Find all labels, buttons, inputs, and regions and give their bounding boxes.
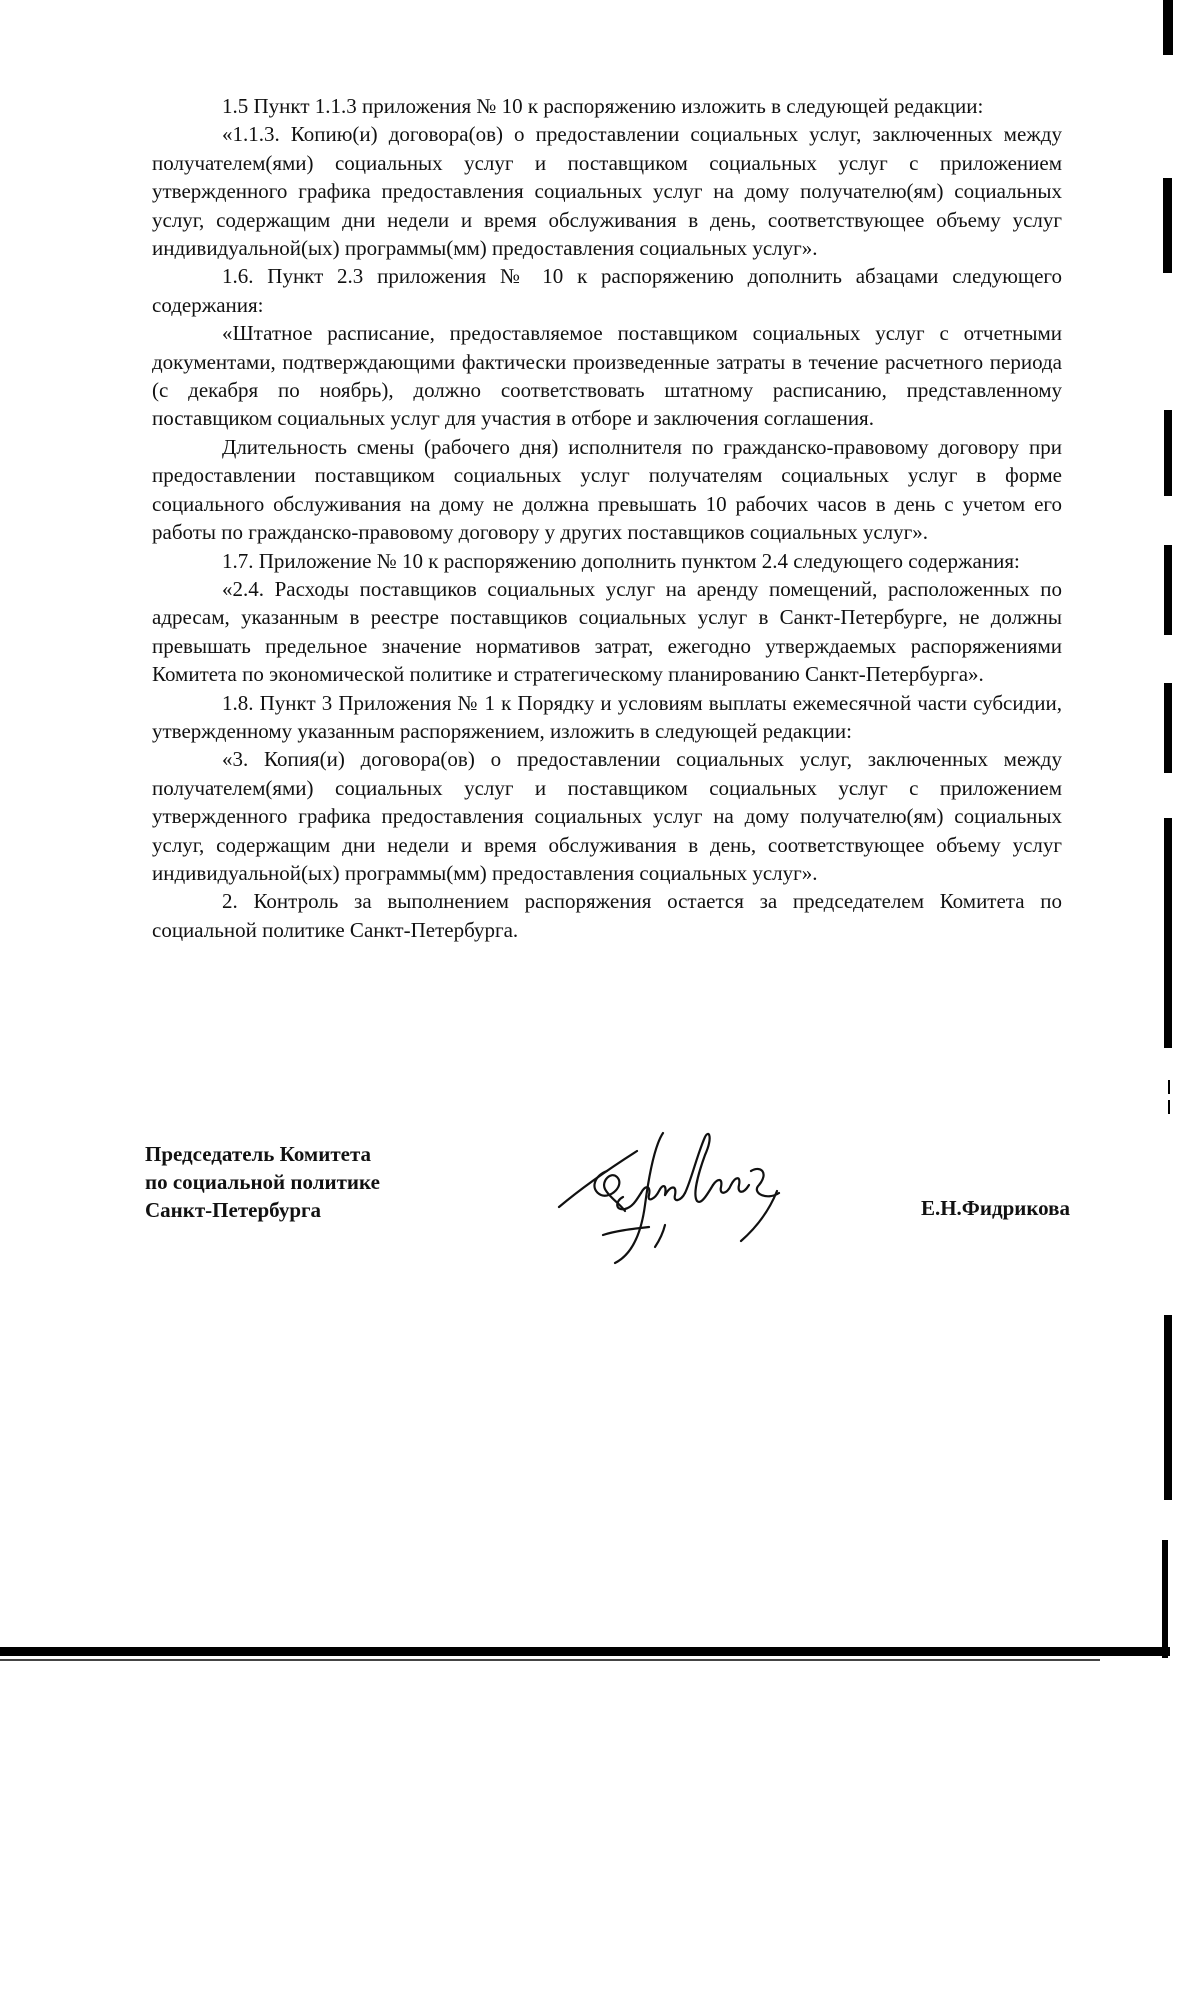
signature-block xyxy=(145,1130,1070,1280)
paragraph-1-5: 1.5 Пункт 1.1.3 приложения № 10 к распоряжению изложить в следующей редакции: xyxy=(222,94,984,118)
scan-edge-mark xyxy=(1168,1100,1170,1114)
paragraph-shift-duration: Длительность смены (рабочего дня) исполнителя по гражданско-правовому договору при предоставлении поставщиком социальных услуг получателям социальных услуг в форме социального обслуживания на дому не должна превышать 10 рабочих часов в день с учетом его работы по гражданско-правовому договору у других поставщиков социальных услуг». xyxy=(152,434,1062,545)
paragraph-2-control: 2. Контроль за выполнением распоряжения остается за председателем Комитета по социальной политике Санкт-Петербурга. xyxy=(152,889,1062,942)
scan-edge-mark xyxy=(1164,545,1172,635)
scan-edge-mark xyxy=(1164,1315,1172,1500)
scan-edge-mark xyxy=(1168,1080,1170,1094)
signatory-title-line: по социальной политике xyxy=(145,1170,380,1194)
signatory-title xyxy=(145,1140,380,1224)
scan-edge-mark xyxy=(1163,0,1173,55)
signatory-name: Е.Н.Фидрикова xyxy=(920,1196,1070,1220)
handwritten-signature xyxy=(545,1115,825,1265)
document-body xyxy=(152,92,1062,944)
paragraph-staff-schedule: «Штатное расписание, предоставляемое поставщиком социальных услуг с отчетными документами, подтверждающими фактически произведенные затраты в течение расчетного периода (с декабря по ноябрь), должно соответствовать штатному расписанию, представленному поставщиком социальных услуг для участия в отборе и заключения соглашения. xyxy=(152,321,1062,431)
paragraph-1-7: 1.7. Приложение № 10 к распоряжению дополнить пунктом 2.4 следующего содержания: xyxy=(222,548,1020,573)
paragraph-1-6: 1.6. Пункт 2.3 приложения № 10 к распоряжению дополнить абзацами следующего содержания: xyxy=(152,264,1062,317)
scan-bottom-rule xyxy=(0,1659,1100,1661)
scan-edge-mark xyxy=(1162,1540,1168,1658)
scan-edge-mark xyxy=(1164,410,1172,496)
paragraph-1-8: 1.8. Пункт 3 Приложения № 1 к Порядку и условиям выплаты ежемесячной части субсидии, утвержденному указанным распоряжением, изложить в следующей редакции: xyxy=(152,690,1062,743)
paragraph-2-4-quote: «2.4. Расходы поставщиков социальных услуг на аренду помещений, расположенных по адресам, указанным в реестре поставщиков социальных услуг в Санкт-Петербурге, не должны превышать предельное значение нормативов затрат, ежегодно утверждаемых распоряжениями Комитета по экономической политике и стратегическому планированию Санкт-Петербурга». xyxy=(152,576,1062,687)
paragraph-3-quote: «3. Копия(и) договора(ов) о предоставлении социальных услуг, заключенных между получателем(ями) социальных услуг и поставщиком социальных услуг с приложением утвержденного графика предоставления социальных услуг на дому получателю(ям) социальных услуг, содержащим дни недели и время обслуживания в день, соответствующее объему услуг индивидуальной(ых) программы(мм) предоставления социальных услуг». xyxy=(152,747,1062,885)
scan-bottom-rule xyxy=(0,1647,1170,1656)
scan-edge-mark xyxy=(1164,818,1172,1048)
signatory-title-line: Председатель Комитета xyxy=(145,1142,372,1166)
scan-edge-mark xyxy=(1164,683,1172,773)
signatory-title-line: Санкт-Петербурга xyxy=(145,1198,322,1222)
scan-edge-mark xyxy=(1163,178,1172,273)
paragraph-1-1-3-quote: «1.1.3. Копию(и) договора(ов) о предоставлении социальных услуг, заключенных между получателем(ями) социальных услуг и поставщиком социальных услуг с приложением утвержденного графика предоставления социальных услуг на дому получателю(ям) социальных услуг, содержащим дни недели и время обслуживания в день, соответствующее объему услуг индивидуальной(ых) программы(мм) предоставления социальных услуг». xyxy=(152,122,1062,261)
